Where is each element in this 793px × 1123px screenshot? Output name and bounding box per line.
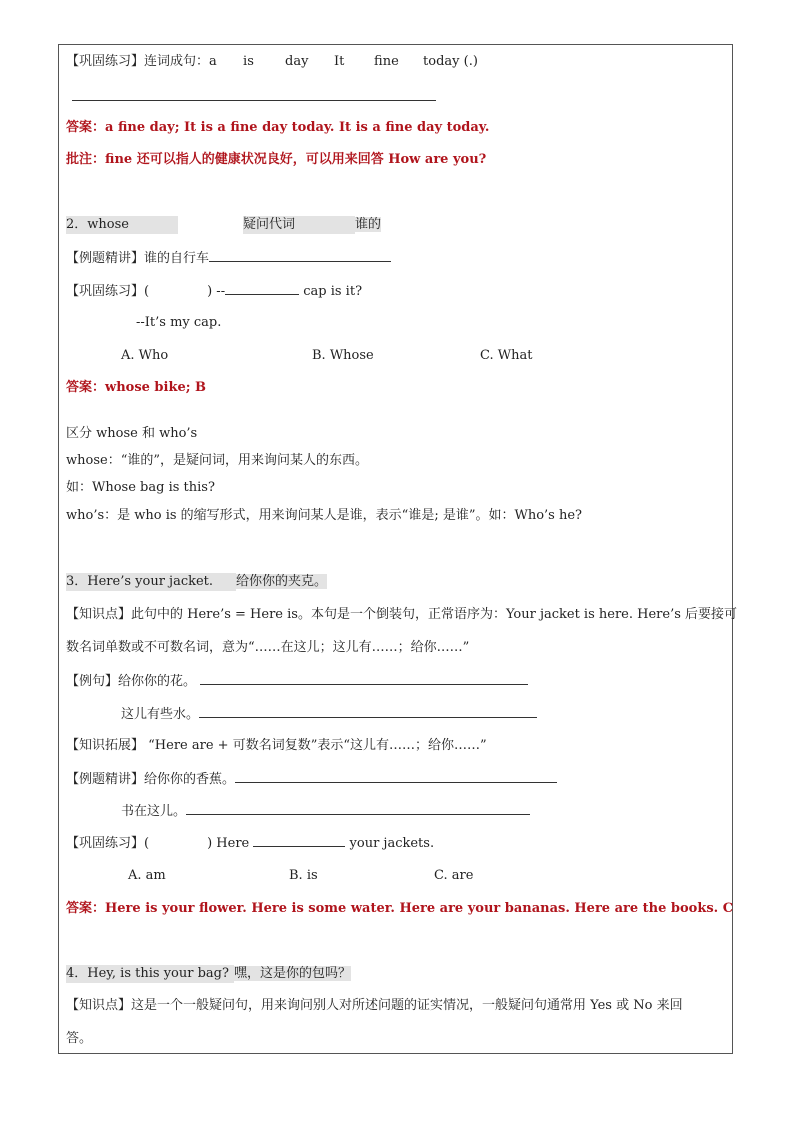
- knowledge-tag: 【知识点】: [66, 607, 132, 622]
- s3-practice-line: 【巩固练习】( ) Here your jackets.: [66, 836, 435, 851]
- s4-heading-translation: 嘿，这是你的包吗？: [234, 966, 352, 981]
- practice-tag: 【巩固练习】: [66, 54, 145, 69]
- answer-blank[interactable]: [209, 249, 391, 262]
- answer-blank[interactable]: [225, 282, 299, 295]
- option-b[interactable]: B. Whose: [312, 348, 374, 363]
- option-c[interactable]: C. are: [434, 868, 474, 883]
- word-tile: today (.): [423, 54, 478, 69]
- answer-blank[interactable]: [253, 834, 345, 847]
- example-text: 谁的自行车: [144, 251, 210, 266]
- s3-example-line2: 这儿有些水。: [121, 705, 537, 724]
- s3-heading-translation: 给你你的夹克。: [236, 574, 328, 589]
- s3-knowledge-line2: 数名词单数或不可数名词，意为“……在这儿；这儿有……；给你……”: [66, 640, 470, 655]
- s4-knowledge-line2: 答。: [66, 1031, 93, 1046]
- s3-heading-sentence: 3．Here’s your jacket.: [66, 573, 236, 591]
- s4-heading-sentence: 4．Hey, is this your bag?: [66, 965, 234, 983]
- s2-whos-def: who’s：是 who is 的缩写形式，用来询问某人是谁，表示“谁是; 是谁”。如：Who’s he?: [66, 508, 583, 523]
- s3-demo-line1: 【例题精讲】给你你的香蕉。: [66, 770, 557, 789]
- s3-answer: 答案：Here is your flower. Here is some water. Here are your bananas. Here are the books. C: [66, 901, 734, 916]
- answer-blank[interactable]: [199, 705, 537, 718]
- s2-whose-def: whose：“谁的”，是疑问词，用来询问某人的东西。: [66, 453, 368, 468]
- s2-heading-pos: 疑问代词: [243, 216, 355, 234]
- option-a[interactable]: A. Who: [121, 348, 169, 363]
- example-tag: 【例句】: [66, 674, 119, 689]
- answer-blank[interactable]: [200, 672, 528, 685]
- s3-example-line1: 【例句】给你你的花。: [66, 672, 528, 691]
- answer-blank[interactable]: [235, 770, 557, 783]
- s3-knowledge-line1: 【知识点】此句中的 Here’s = Here is。本句是一个倒装句，正常语序为：Your jacket is here. Here’s 后要接可: [66, 607, 738, 622]
- s1-practice-line: [66, 53, 478, 71]
- example-tag: 【例题精讲】: [66, 772, 145, 787]
- answer-blank-line[interactable]: [72, 100, 436, 101]
- option-a[interactable]: A. am: [128, 868, 166, 883]
- s3-heading: [66, 573, 327, 591]
- s2-heading-meaning: 谁的: [355, 217, 382, 232]
- practice-tag: 【巩固练习】: [66, 836, 145, 851]
- s2-heading: [66, 216, 381, 234]
- example-tag: 【例题精讲】: [66, 251, 145, 266]
- s2-heading-word: 2．whose: [66, 216, 178, 234]
- extension-tag: 【知识拓展】: [66, 738, 145, 753]
- s3-extension-line: 【知识拓展】 “Here are + 可数名词复数”表示“这儿有……；给你……”: [66, 738, 487, 753]
- knowledge-tag: 【知识点】: [66, 998, 132, 1013]
- word-tile: is: [243, 54, 254, 69]
- s4-knowledge-line1: 【知识点】这是一个一般疑问句，用来询问别人对所述问题的证实情况，一般疑问句通常用 Yes 或 No 来回: [66, 998, 683, 1013]
- s2-answer: 答案：whose bike; B: [66, 380, 207, 395]
- word-tile: It: [334, 54, 345, 69]
- answer-blank[interactable]: [186, 802, 530, 815]
- s2-reply: --It’s my cap.: [136, 315, 222, 330]
- word-tile: a: [209, 54, 217, 69]
- s2-whose-example: 如：Whose bag is this?: [66, 480, 215, 495]
- option-c[interactable]: C. What: [480, 348, 533, 363]
- option-b[interactable]: B. is: [289, 868, 318, 883]
- word-tile: day: [285, 54, 309, 69]
- s2-distinguish: 区分 whose 和 who’s: [66, 426, 198, 441]
- s2-example-line: [66, 249, 391, 268]
- s1-answer: 答案：a fine day; It is a fine day today. It is a fine day today.: [66, 120, 490, 135]
- s1-note: 批注：fine 还可以指人的健康状况良好，可以用来回答 How are you?: [66, 152, 487, 167]
- s2-practice-line: 【巩固练习】( ) -- cap is it?: [66, 284, 363, 299]
- s4-heading: [66, 965, 351, 983]
- practice-prompt: 连词成句：: [144, 54, 210, 69]
- practice-tag: 【巩固练习】: [66, 284, 145, 299]
- s3-demo-line2: 书在这儿。: [121, 802, 530, 821]
- word-tile: fine: [374, 54, 399, 69]
